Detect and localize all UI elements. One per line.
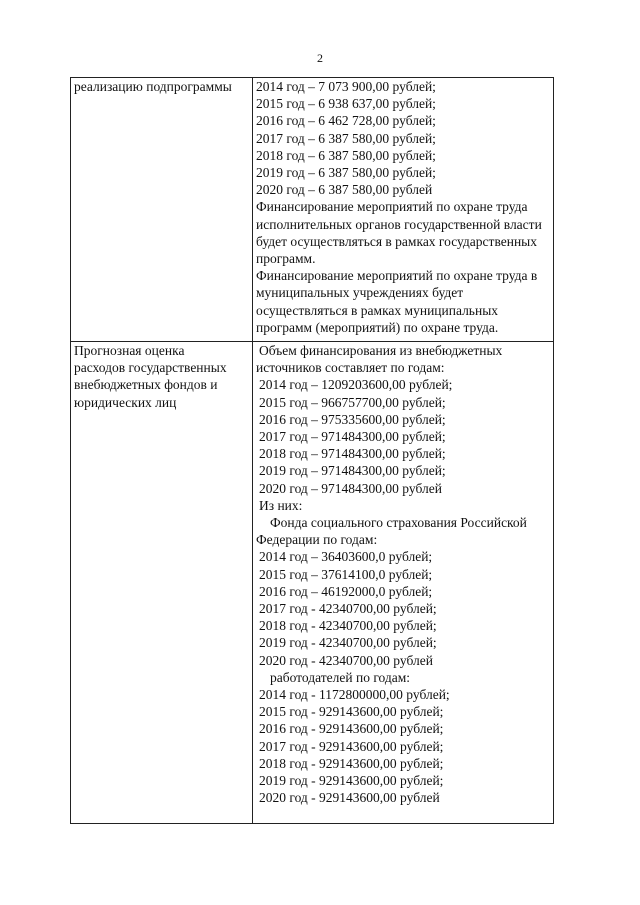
row-content (253, 342, 554, 824)
intro-line: источников составляет по годам: (256, 360, 445, 376)
row-label-line: внебюджетных фондов и (74, 377, 218, 393)
table-row-extrabudgetary-estimate (71, 342, 554, 824)
fund-year-line: 2018 год - 42340700,00 рублей; (259, 618, 437, 634)
table-row-subprogram-funding (71, 78, 554, 342)
employer-year-line: 2014 год - 1172800000,00 рублей; (259, 687, 450, 703)
fund-year-line: 2016 год – 46192000,0 рублей; (259, 583, 433, 599)
year-line: 2016 год – 6 462 728,00 рублей; (256, 113, 436, 129)
funding-paragraph: Финансирование мероприятий по охране труда исполнительных органов государственной власти будет осуществляться в рамках государственных программ. (256, 199, 542, 267)
fund-heading-line: Фонда социального страхования Российской (270, 515, 527, 531)
total-year-line: 2014 год – 1209203600,00 рублей; (259, 377, 453, 393)
total-year-line: 2019 год – 971484300,00 рублей; (259, 463, 446, 479)
employer-year-line: 2018 год - 929143600,00 рублей; (259, 755, 444, 771)
total-year-line: 2017 год – 971484300,00 рублей; (259, 429, 446, 445)
total-year-line: 2016 год – 975335600,00 рублей; (259, 411, 446, 427)
fund-year-line: 2020 год - 42340700,00 рублей (259, 652, 433, 668)
row-label-line: расходов государственных (74, 360, 227, 376)
fund-year-line: 2015 год – 37614100,0 рублей; (259, 566, 433, 582)
year-line: 2020 год – 6 387 580,00 рублей (256, 182, 433, 198)
page-number: 2 (317, 51, 323, 65)
passport-table (70, 77, 554, 824)
row-label-text: реализацию подпрограммы (74, 79, 232, 94)
total-year-line: 2015 год – 966757700,00 рублей; (259, 394, 446, 410)
total-year-line: 2018 год – 971484300,00 рублей; (259, 446, 446, 462)
employer-year-line: 2020 год - 929143600,00 рублей (259, 790, 440, 806)
year-line: 2015 год – 6 938 637,00 рублей; (256, 96, 436, 112)
of-them-label: Из них: (259, 497, 303, 513)
fund-year-line: 2014 год – 36403600,0 рублей; (259, 549, 433, 565)
employer-year-line: 2017 год - 929143600,00 рублей; (259, 738, 444, 754)
fund-heading-line: Федерации по годам: (256, 532, 378, 548)
year-line: 2019 год – 6 387 580,00 рублей; (256, 165, 436, 181)
row-label-line: юридических лиц (74, 394, 177, 410)
employer-year-line: 2015 год - 929143600,00 рублей; (259, 704, 444, 720)
funding-paragraph: Финансирование мероприятий по охране труда в муниципальных учреждениях будет осуществляться в рамках муниципальных программ (мероприятий) по охране труда. (256, 268, 538, 335)
row-content (253, 78, 554, 342)
total-year-line: 2020 год – 971484300,00 рублей (259, 480, 442, 496)
fund-year-line: 2019 год - 42340700,00 рублей; (259, 635, 437, 651)
year-line: 2017 год – 6 387 580,00 рублей; (256, 130, 436, 146)
employers-heading: работодателей по годам: (270, 669, 411, 685)
year-line: 2014 год – 7 073 900,00 рублей; (256, 79, 436, 94)
intro-line: Объем финансирования из внебюджетных (259, 343, 503, 358)
employer-year-line: 2016 год - 929143600,00 рублей; (259, 721, 444, 737)
year-line: 2018 год – 6 387 580,00 рублей; (256, 147, 436, 163)
row-label (71, 78, 253, 342)
row-label-line: Прогнозная оценка (74, 343, 185, 358)
fund-year-line: 2017 год - 42340700,00 рублей; (259, 601, 437, 617)
employer-year-line: 2019 год - 929143600,00 рублей; (259, 773, 444, 789)
row-label (71, 342, 253, 824)
